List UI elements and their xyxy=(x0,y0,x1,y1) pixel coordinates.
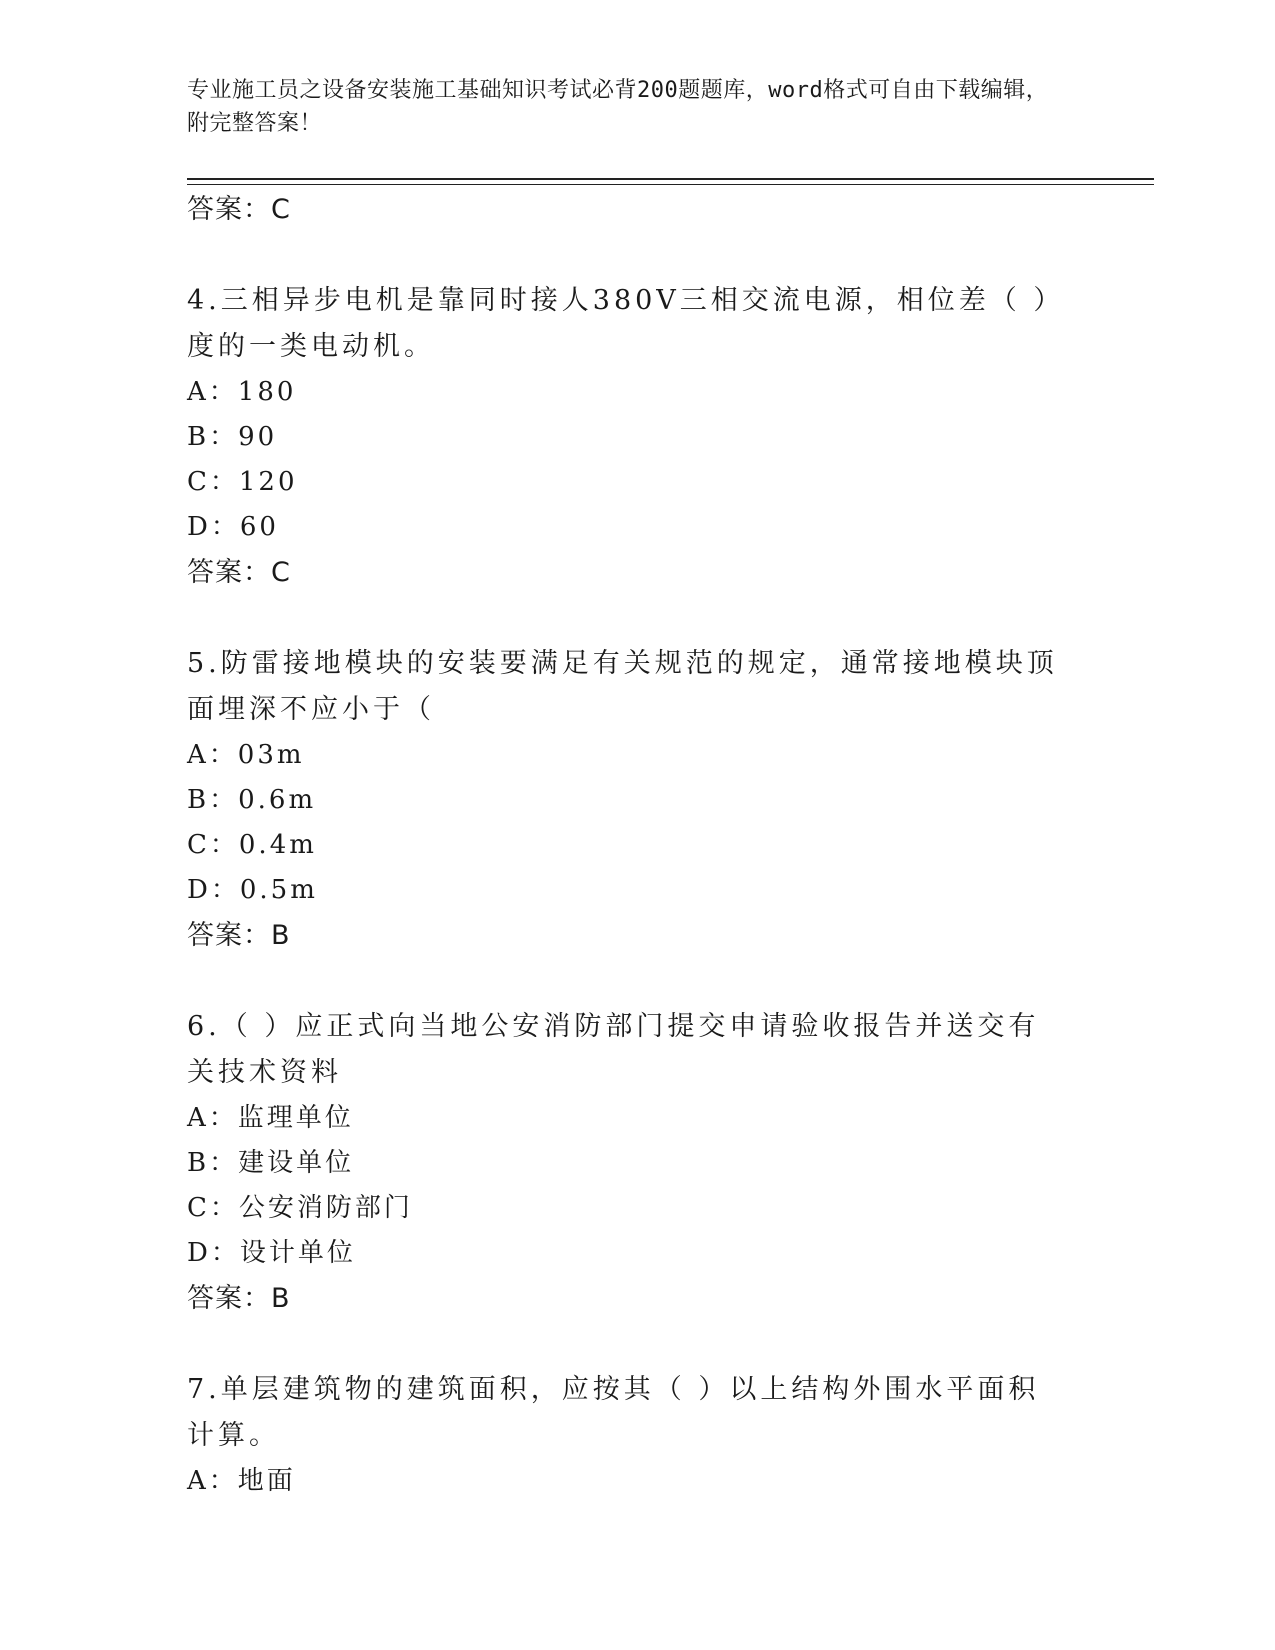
option-b: B：90 xyxy=(187,422,278,452)
option-b: B：建设单位 xyxy=(187,1148,355,1178)
question-block-4 xyxy=(187,278,1087,596)
question-text: 7.单层建筑物的建筑面积，应按其（ ）以上结构外围水平面积计算。 xyxy=(187,1374,1040,1451)
option-a: A：地面 xyxy=(187,1466,296,1496)
option-d: D：设计单位 xyxy=(187,1238,356,1268)
header-divider-thin xyxy=(187,184,1154,185)
document-header: 专业施工员之设备安装施工基础知识考试必背200题题库，word格式可自由下载编辑，附完整答案！ xyxy=(187,78,1049,136)
answer-line: 答案：B xyxy=(187,1283,291,1314)
answer-line: 答案：B xyxy=(187,920,291,951)
option-b: B：0.6m xyxy=(187,785,317,815)
question-text: 5.防雷接地模块的安装要满足有关规范的规定，通常接地模块顶面埋深不应小于（ xyxy=(187,648,1058,725)
option-d: D：0.5m xyxy=(187,875,318,905)
option-a: A：监理单位 xyxy=(187,1103,354,1133)
option-a: A：180 xyxy=(187,377,297,407)
question-text: 6.（ ）应正式向当地公安消防部门提交申请验收报告并送交有关技术资料 xyxy=(187,1011,1040,1088)
answer-line: 答案：C xyxy=(187,557,291,588)
question-text: 4.三相异步电机是靠同时接人380V三相交流电源，相位差（ ）度的一类电动机。 xyxy=(187,285,1065,362)
question-block-5 xyxy=(187,641,1087,959)
question-list xyxy=(187,187,1087,1504)
option-d: D：60 xyxy=(187,512,279,542)
option-c: C：0.4m xyxy=(187,830,317,860)
question-block-6 xyxy=(187,1004,1087,1322)
answer-line: 答案：C xyxy=(187,194,291,225)
question-block-7 xyxy=(187,1367,1087,1504)
header-divider-thick xyxy=(187,178,1154,180)
option-c: C：120 xyxy=(187,467,298,497)
option-a: A：03m xyxy=(187,740,305,770)
option-c: C：公安消防部门 xyxy=(187,1193,413,1223)
